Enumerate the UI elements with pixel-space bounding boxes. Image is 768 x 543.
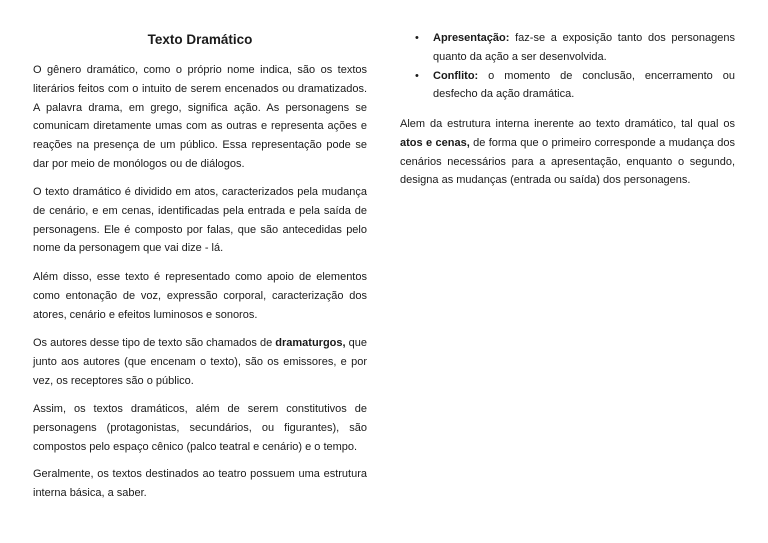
paragraph-internal-structure-text-1: Alem da estrutura interna inerente ao texto dramático, tal qual os xyxy=(400,118,735,130)
document-title: Texto Dramático xyxy=(147,32,253,47)
paragraph-authors-text-1: Os autores desse tipo de texto são chamados de xyxy=(33,337,276,349)
bullet-term: Apresentação: xyxy=(433,32,510,44)
term-atos-e-cenas: atos e cenas, xyxy=(400,136,470,149)
bullet-item-conflito xyxy=(400,67,735,105)
bullet-icon: • xyxy=(415,69,419,82)
bullet-icon: • xyxy=(415,32,419,44)
paragraph-authors-text-2: que junto aos autores (que encenam o texto), são os emissores, e por vez, os receptores são o público. xyxy=(33,337,367,387)
paragraph-constitution: Assim, os textos dramáticos, além de serem constitutivos de personagens (protagonistas, secundários, ou figurantes), são compostos pelo espaço cênico (palco teatral e cenário) e o tempo. xyxy=(33,403,367,453)
bullet-text: o momento de conclusão, encerramento ou desfecho da ação dramática. xyxy=(433,69,735,101)
paragraph-internal-structure xyxy=(400,115,735,190)
paragraph-genre-definition: O gênero dramático, como o próprio nome indica, são os textos literários feitos com o intuito de serem encenados ou dramatizados. A palavra drama, em grego, significa ação. As personagens se comunicam diretamente umas com as outras e representa ações e reações na presença de um público. Essa representação pode se dar por meio de monólogos ou de diálogos. xyxy=(33,64,367,170)
bullet-text: faz-se a exposição tanto dos personagens quanto da ação a ser desenvolvida. xyxy=(433,32,735,63)
paragraph-authors xyxy=(33,334,367,390)
structure-bullet-list xyxy=(400,29,735,104)
paragraph-structure-intro: Geralmente, os textos destinados ao teatro possuem uma estrutura interna básica, a saber. xyxy=(33,468,367,499)
bullet-term: Conflito: xyxy=(433,69,479,82)
term-dramaturgos: dramaturgos, xyxy=(275,337,346,349)
paragraph-elements xyxy=(33,268,367,324)
bullet-item-apresentacao xyxy=(400,29,735,67)
paragraph-elements-text: Além disso, esse texto é representado como apoio de elementos como entonação de voz, expressão corporal, caracterização dos atores, cenário e efeitos luminosos e sonoros. xyxy=(33,271,367,321)
paragraph-acts-scenes: O texto dramático é dividido em atos, caracterizados pela mudança de cenário, e em cenas, identificadas pela entrada e pela saída de personagens. Ele é composto por falas, que são antecedidas pelo nome da personagem que vai dize - lá. xyxy=(33,186,367,255)
paragraph-internal-structure-text-2: de forma que o primeiro corresponde a mudança dos cenários necessários para a apresentação, enquanto o segundo, designa as mudanças (entrada ou saída) dos personagens. xyxy=(400,136,735,187)
